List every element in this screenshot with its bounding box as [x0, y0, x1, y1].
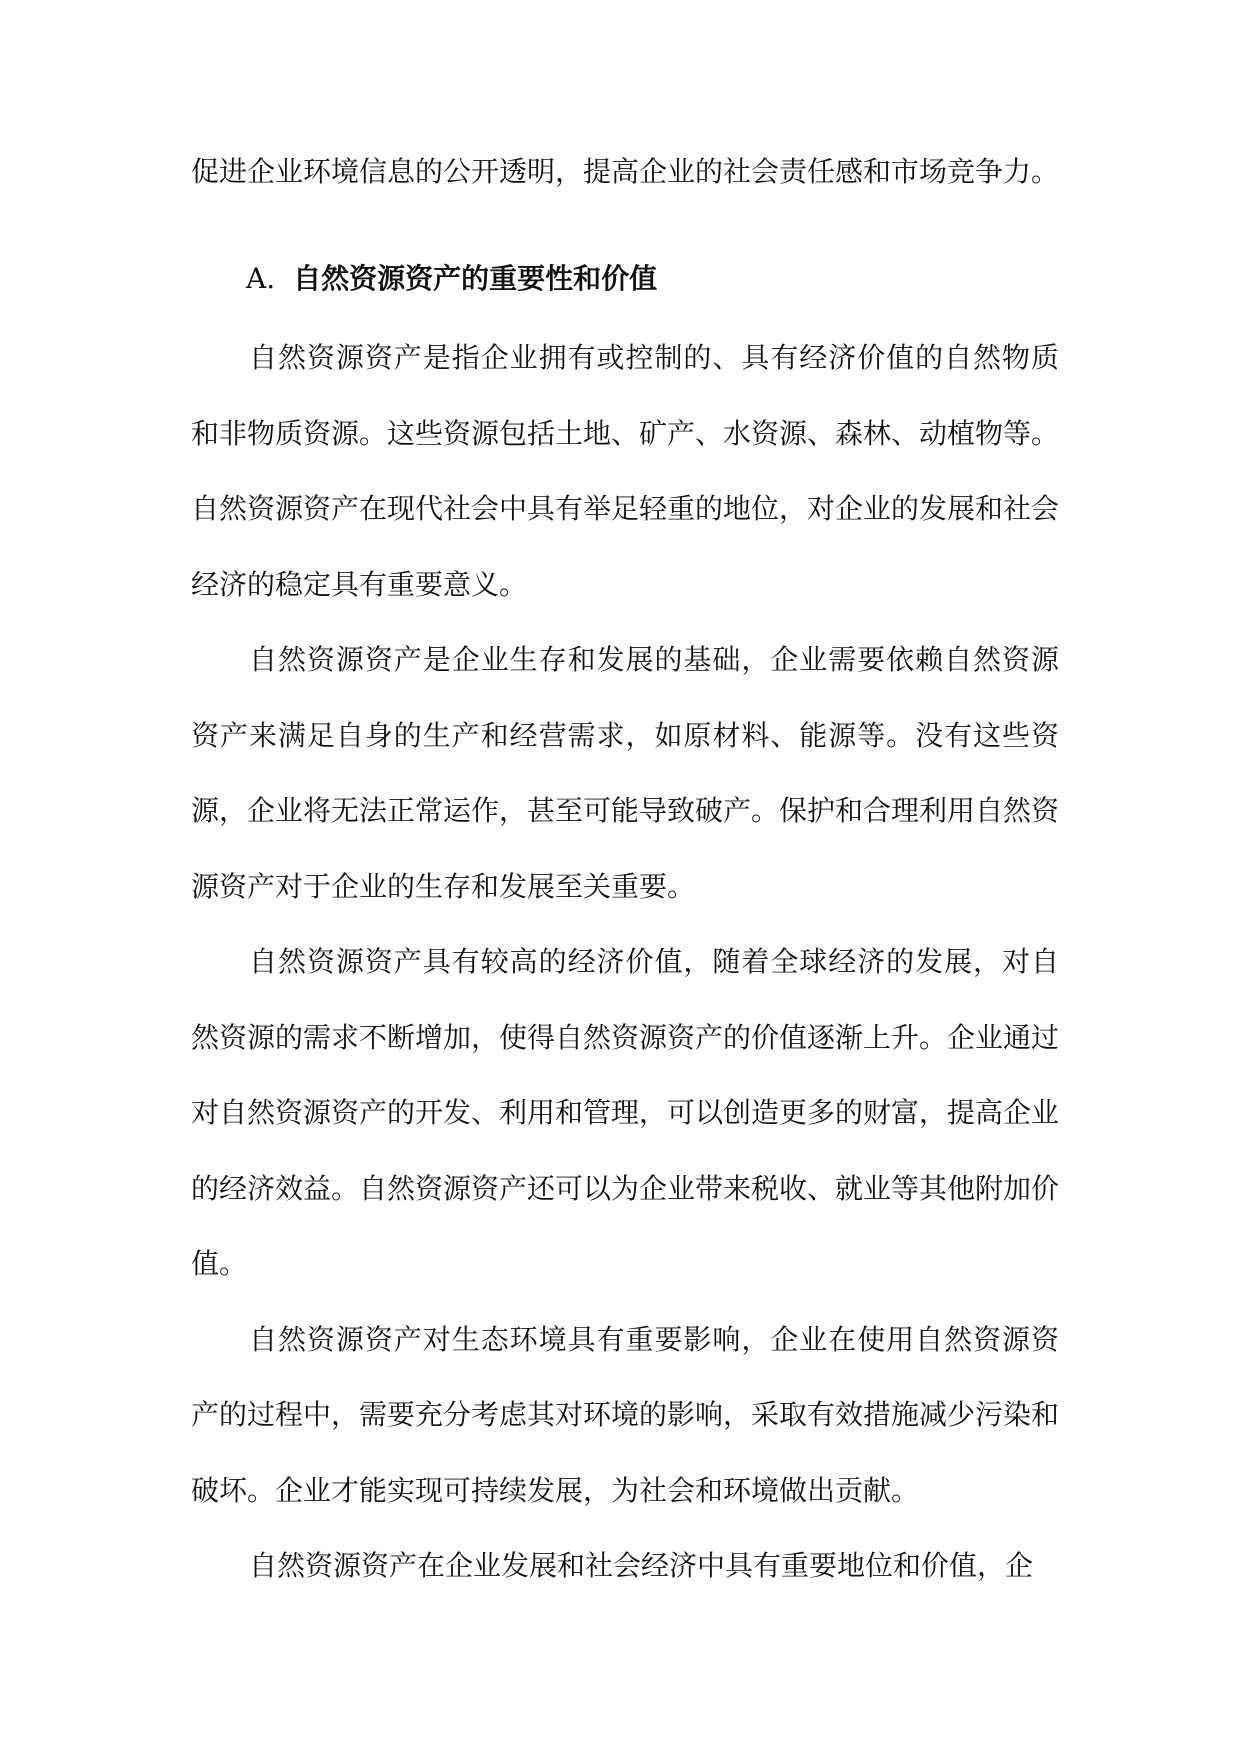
paragraph-ecological-impact: 自然资源资产对生态环境具有重要影响，企业在使用自然资源资产的过程中，需要充分考虑其对环境的影响，采取有效措施减少污染和破坏。企业才能实现可持续发展，为社会和环境做出贡献。: [191, 1322, 1060, 1507]
paragraph-conclusion: 自然资源资产在企业发展和社会经济中具有重要地位和价值，企: [249, 1549, 1034, 1582]
paragraph-foundation: 自然资源资产是企业生存和发展的基础，企业需要依赖自然资源资产来满足自身的生产和经营需求，如原材料、能源等。没有这些资源，企业将无法正常运作，甚至可能导致破产。保护和合理利用自然资源资产对于企业的生存和发展至关重要。: [191, 643, 1060, 903]
paragraph-definition: 自然资源资产是指企业拥有或控制的、具有经济价值的自然物质和非物质资源。这些资源包括土地、矿产、水资源、森林、动植物等。自然资源资产在现代社会中具有举足轻重的地位，对企业的发展和社会经济的稳定具有重要意义。: [191, 341, 1060, 601]
paragraph-economic-value: 自然资源资产具有较高的经济价值，随着全球经济的发展，对自然资源的需求不断增加，使得自然资源资产的价值逐渐上升。企业通过对自然资源资产的开发、利用和管理，可以创造更多的财富，提高企业的经济效益。自然资源资产还可以为企业带来税收、就业等其他附加价值。: [191, 945, 1060, 1280]
lead-paragraph: 促进企业环境信息的公开透明，提高企业的社会责任感和市场竞争力。: [191, 155, 1060, 188]
body-text: [191, 320, 1059, 1604]
section-title: 自然资源资产的重要性和价值: [293, 262, 658, 295]
section-marker: A.: [246, 262, 276, 295]
section-heading: [246, 241, 657, 316]
